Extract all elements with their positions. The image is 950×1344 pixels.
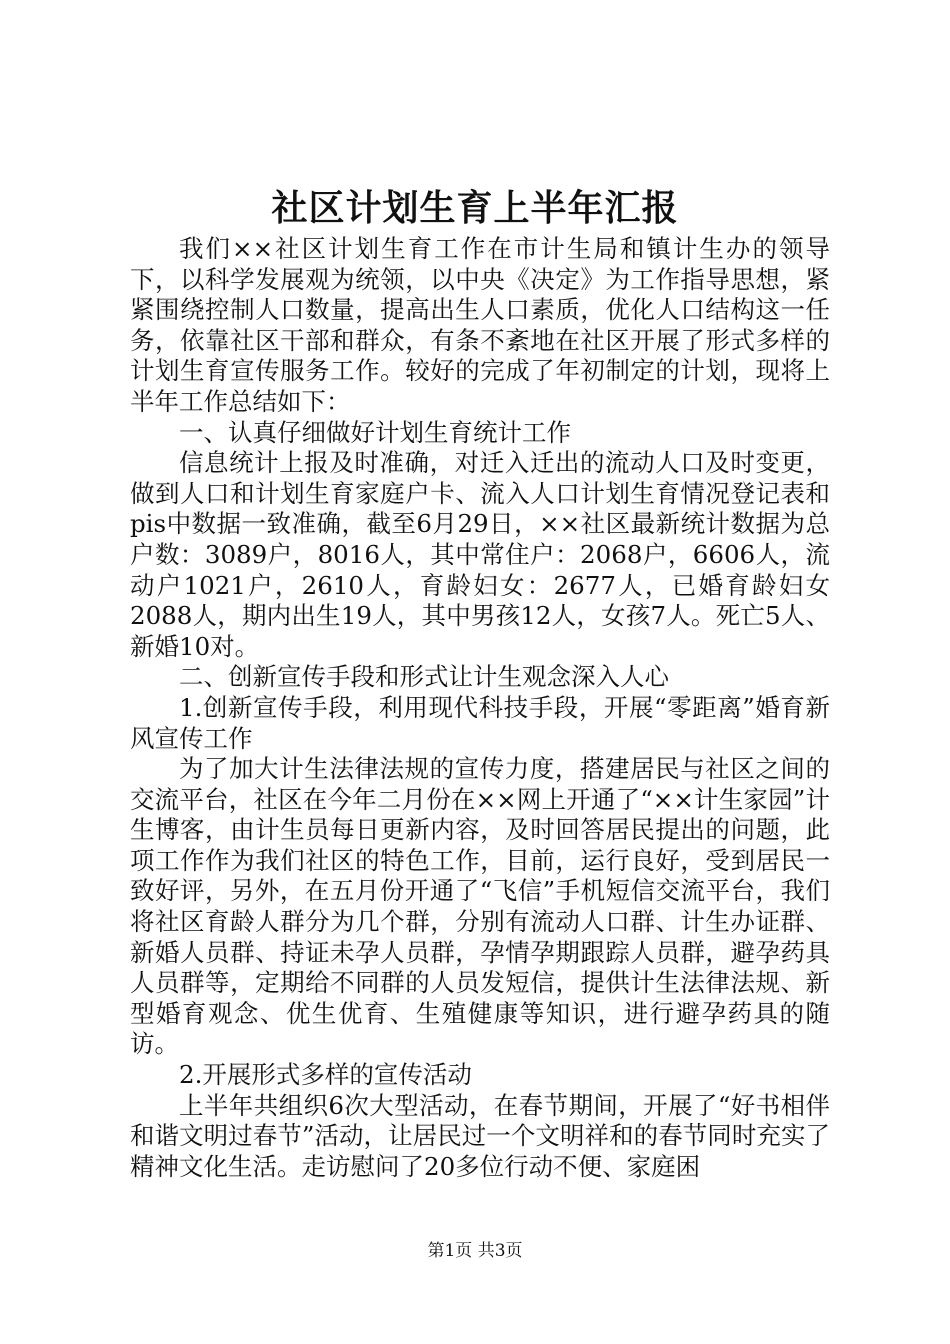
paragraph-activities: 上半年共组织6次大型活动，在春节期间，开展了“好书相伴和谐文明过春节”活动，让居民过一个文明祥和的春节同时充实了精神文化生活。走访慰问了20多位行动不便、家庭困 bbox=[130, 1090, 830, 1181]
document-title: 社区计划生育上半年汇报 bbox=[271, 187, 679, 229]
paragraph-statistics: 信息统计上报及时准确，对迁入迁出的流动人口及时变更，做到人口和计划生育家庭户卡、流入人口计划生育情况登记表和pis中数据一致准确，截至6月29日，××社区最新统计数据为总户数：3089户，8016人，其中常住户：2068户，6606人，流动户1021户，2610人，育龄妇女：2677人，已婚育龄妇女2088人，期内出生19人，其中男孩12人，女孩7人。死亡5人、新婚10对。 bbox=[130, 448, 830, 661]
subsection-heading-1: 1.创新宣传手段，利用现代科技手段，开展“零距离”婚育新风宣传工作 bbox=[130, 692, 830, 753]
subsection-heading-2: 2.开展形式多样的宣传活动 bbox=[179, 1060, 472, 1090]
paragraph-blog-platform: 为了加大计生法律法规的宣传力度，搭建居民与社区之间的交流平台，社区在今年二月份在××网上开通了“××计生家园”计生博客，由计生员每日更新内容，及时回答居民提出的问题，此项工作作为我们社区的特色工作，目前，运行良好，受到居民一致好评，另外，在五月份开通了“飞信”手机短信交流平台，我们将社区育龄人群分为几个群，分别有流动人口群、计生办证群、新婚人员群、持证未孕人员群，孕情孕期跟踪人员群，避孕药具人员群等，定期给不同群的人员发短信，提供计生法律法规、新型婚育观念、优生优育、生殖健康等知识，进行避孕药具的随访。 bbox=[130, 754, 830, 1059]
section-heading-1: 一、认真仔细做好计划生育统计工作 bbox=[179, 417, 571, 447]
section-heading-2: 二、创新宣传手段和形式让计生观念深入人心 bbox=[179, 662, 669, 692]
document-body bbox=[130, 234, 830, 1182]
page-number-footer: 第1页 共3页 bbox=[427, 1241, 523, 1261]
paragraph-intro: 我们××社区计划生育工作在市计生局和镇计生办的领导下，以科学发展观为统领，以中央《决定》为工作指导思想，紧紧围绕控制人口数量，提高出生人口素质，优化人口结构这一任务，依靠社区干部和群众，有条不紊地在社区开展了形式多样的计划生育宣传服务工作。较好的完成了年初制定的计划，现将上半年工作总结如下： bbox=[130, 234, 830, 416]
